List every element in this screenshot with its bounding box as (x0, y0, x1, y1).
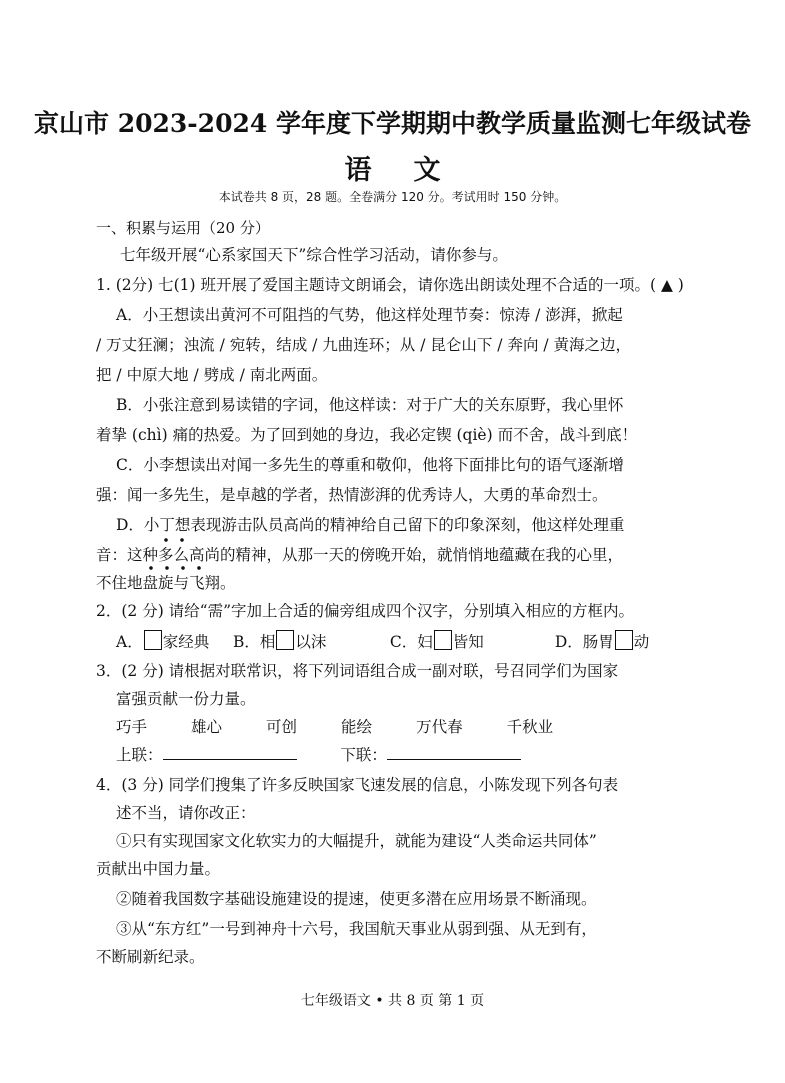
q4-sentence-1-line2: 贡献出中国力量。 (96, 860, 221, 878)
q3-stem-line1: 3．(2 分) 请根据对联常识，将下列词语组合成一副对联，号召同学们为国家 (96, 662, 619, 680)
section-heading: 一、积累与运用（20 分） (96, 219, 270, 237)
q4-sentence-3-line1: ③从“东方红”一号到神舟十六号，我国航天事业从弱到强、从无到有， (116, 920, 597, 938)
q1-option-b-line1: B．小张注意到易读错的字词，他这样读：对于广大的关东原野，我心里怀 (116, 396, 624, 414)
q1-d2-post: 高尚的精神，从那一天的傍晚开始，就悄悄地蕴藏在我的心里， (189, 546, 624, 564)
answer-box[interactable] (615, 630, 633, 650)
upper-couplet-label: 上联： (116, 746, 163, 764)
lower-couplet-blank[interactable] (387, 745, 521, 760)
q3-stem-line2: 富强贡献一份力量。 (116, 690, 256, 708)
q1-option-d-line3 (96, 572, 236, 594)
q4-stem-line1: 4．(3 分) 同学们搜集了许多反映国家飞速发展的信息，小陈发现下列各句表 (96, 776, 619, 794)
q1-option-a-line3: 把 / 中原大地 / 劈成 / 南北两面。 (96, 366, 328, 384)
q1-d3-post: 翔。 (204, 574, 236, 592)
q1-d2-pre: 音：这种 (96, 546, 159, 564)
subject-title: 语文 (344, 155, 483, 186)
exam-intro: 本试卷共 8 页，28 题。全卷满分 120 分。考试用时 150 分钟。 (218, 190, 567, 204)
q3-word-list (116, 716, 597, 738)
q1-option-c-line1: C．小李想读出对闻一多先生的尊重和敬仰，他将下面排比句的语气逐渐增 (116, 456, 624, 474)
q2-option-a: A． 家经典 (116, 630, 228, 653)
couplet-word: 万代春 (416, 718, 463, 736)
q1-option-d-line1: D．小丁想表现游击队员高尚的精神给自己留下的印象深刻，他这样处理重 (116, 516, 625, 534)
q2-options (116, 630, 649, 653)
q4-stem-line2: 述不当，请你改正： (116, 804, 256, 822)
stress-marked-text: 盘旋与飞 (142, 574, 205, 592)
q4-sentence-2: ②随着我国数字基础设施建设的提速，使更多潜在应用场景不断涌现。 (116, 890, 597, 908)
couplet-word: 雄心 (191, 718, 223, 736)
q4-sentence-3-line2: 不断刷新纪录。 (96, 948, 205, 966)
q1-option-b-line2: 着挚 (chì) 痛的热爱。为了回到她的身边，我必定锲 (qiè) 而不舍，战斗到底！ (96, 426, 638, 444)
upper-couplet-blank[interactable] (163, 745, 297, 760)
answer-box[interactable] (276, 630, 294, 650)
q4-sentence-1-line1: ①只有实现国家文化软实力的大幅提升，就能为建设“人类命运共同体” (116, 832, 597, 850)
q1-option-a-line2: / 万丈狂澜；浊流 / 宛转，结成 / 九曲连环；从 / 昆仑山下 / 奔向 / 黄海之边， (96, 336, 632, 354)
lower-couplet-label: 下联： (340, 746, 387, 764)
q1-stem: 1. (2分) 七(1) 班开展了爱国主题诗文朗诵会，请你选出朗读处理不合适的一项。( ▲ ) (96, 276, 684, 294)
exam-title: 京山市 2023-2024 学年度下学期期中教学质量监测七年级试卷 (34, 109, 751, 138)
couplet-word: 可创 (266, 718, 298, 736)
answer-box[interactable] (434, 630, 452, 650)
q1-option-d-line2 (96, 544, 623, 566)
q1-option-c-line2: 强：闻一多先生，是卓越的学者，热情澎湃的优秀诗人，大勇的革命烈士。 (96, 486, 608, 504)
couplet-word: 巧手 (116, 718, 148, 736)
stress-marked-text: 多么 (158, 546, 190, 564)
section-lead: 七年级开展“心系家国天下”综合性学习活动，请你参与。 (120, 246, 508, 264)
q1-option-a-line1: A．小王想读出黄河不可阻挡的气势，他这样处理节奏：惊涛 / 澎湃，掀起 (116, 306, 623, 324)
couplet-word: 千秋业 (506, 718, 554, 736)
q2-stem: 2．(2 分) 请给“需”字加上合适的偏旁组成四个汉字，分别填入相应的方框内。 (96, 602, 635, 620)
page-footer: 七年级语文 • 共 8 页 第 1 页 (300, 993, 485, 1009)
couplet-word: 能绘 (341, 718, 373, 736)
q3-answer-lines (116, 744, 521, 766)
q2-option-c: C．妇 皆知 (390, 630, 550, 653)
q2-option-d: D．肠胃 动 (555, 630, 649, 653)
q2-option-b: B．相 以沫 (233, 630, 385, 653)
q1-d3-pre: 不住地 (96, 574, 143, 592)
answer-box[interactable] (144, 630, 162, 650)
